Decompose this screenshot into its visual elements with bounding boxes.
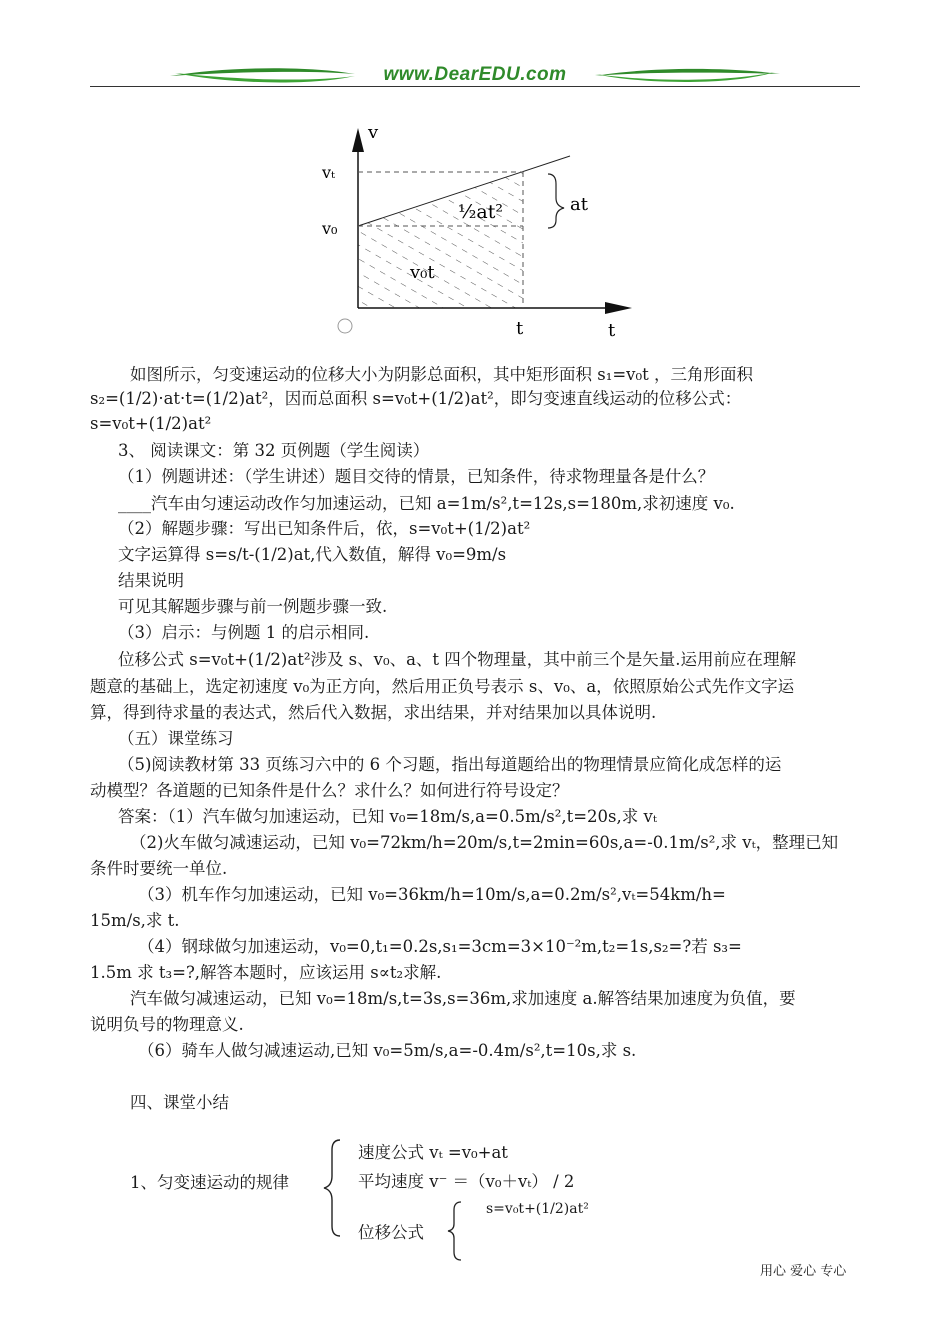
para-1c: s=v₀t+(1/2)at²: [90, 414, 212, 433]
summary-average-velocity: 平均速度 v⁻ ＝（v₀＋vₜ） / 2: [358, 1172, 575, 1191]
q2c-line: 结果说明: [118, 571, 184, 590]
displacement-brace: [446, 1200, 464, 1262]
answer-5b: 说明负号的物理意义.: [90, 1015, 244, 1034]
at-label: at: [570, 194, 588, 215]
q3-line: （3）启示：与例题 1 的启示相同.: [118, 623, 370, 642]
q2-line: （2）解题步骤：写出已知条件后，依，s=v₀t+(1/2)at²: [118, 519, 531, 538]
q1b-line: ____汽车由匀速运动改作匀加速运动，已知 a=1m/s²,t=12s,s=180m,求初速度 v₀.: [118, 494, 735, 513]
triangle-area-label: ½at²: [458, 201, 503, 223]
e2-line: 动模型？各道题的已知条件是什么？求什么？如何进行符号设定？: [90, 781, 569, 800]
q2b-line: 文字运算得 s=s/t-(1/2)at,代入数值，解得 v₀=9m/s: [118, 545, 507, 564]
section-3-heading: 3、 阅读课文：第 32 页例题（学生阅读）: [118, 441, 430, 460]
answer-3: （3）机车作匀加速运动，已知 v₀=36km/h=10m/s,a=0.2m/s²,vₜ=54km/h=: [138, 885, 726, 904]
velocity-time-diagram: [322, 118, 640, 346]
e1-line: （5)阅读教材第 33 页练习六中的 6 个习题，指出每道题给出的物理情景应简化成怎样的运: [118, 755, 782, 774]
vt-label: vₜ: [322, 163, 335, 182]
section-5-heading: （五）课堂练习: [118, 729, 234, 748]
answer-3b: 15m/s,求 t.: [90, 911, 180, 930]
v-axis-arrow: [352, 128, 364, 152]
at-brace: [548, 174, 564, 228]
rect-area-label: v₀t: [410, 262, 435, 283]
r2-line: 题意的基础上，选定初速度 v₀为正方向，然后用正负号表示 s、v₀、a，依照原始公式先作文字运: [90, 677, 795, 696]
v0-label: v₀: [322, 219, 338, 238]
summary-displacement-formula: s=v₀t+(1/2)at²: [486, 1201, 589, 1217]
q1-line: （1）例题讲述：（学生讲述）题目交待的情景，已知条件，待求物理量各是什么？: [118, 467, 715, 486]
summary-brace: [322, 1138, 344, 1238]
axis-v-label: v: [368, 122, 379, 143]
summary-velocity-formula: 速度公式 vₜ =v₀+at: [358, 1143, 508, 1162]
section-4-heading: 四、课堂小结: [130, 1093, 229, 1112]
header-rule: [90, 86, 860, 87]
para-1b: s₂=(1/2)·at·t=(1/2)at²，因而总面积 s=v₀t+(1/2)at²，即匀变速直线运动的位移公式：: [90, 389, 742, 408]
r3-line: 算，得到待求量的表达式，然后代入数据，求出结果，并对结果加以具体说明.: [90, 703, 657, 722]
answer-6: （6）骑车人做匀减速运动,已知 v₀=5m/s,a=-0.4m/s²,t=10s,求 s.: [138, 1041, 637, 1060]
footer-text: 用心 爱心 专心: [760, 1264, 847, 1279]
r1-line: 位移公式 s=v₀t+(1/2)at²涉及 s、v₀、a、t 四个物理量，其中前三个是矢量.运用前应在理解: [118, 650, 797, 669]
answer-2: （2)火车做匀减速运动，已知 v₀=72km/h=20m/s,t=2min=60s,a=-0.1m/s²,求 vₜ，整理已知: [130, 833, 839, 852]
answer-1: 答案：（1）汽车做匀加速运动，已知 v₀=18m/s,a=0.5m/s²,t=20s,求 vₜ: [118, 807, 657, 826]
summary-displacement-label: 位移公式: [358, 1223, 424, 1242]
origin-circle: [338, 319, 352, 333]
axis-t-label: t: [608, 320, 616, 341]
summary-label: 1、匀变速运动的规律: [130, 1173, 289, 1192]
q2d-line: 可见其解题步骤与前一例题步骤一致.: [118, 597, 388, 616]
t-tick-label: t: [516, 318, 524, 339]
header-logo-text: www.DearEDU.com: [383, 64, 567, 85]
t-axis-arrow: [605, 302, 632, 314]
answer-4b: 1.5m 求 t₃=?,解答本题时，应该运用 s∝t₂求解.: [90, 963, 442, 982]
hatched-area: [358, 172, 523, 308]
answer-5: 汽车做匀减速运动，已知 v₀=18m/s,t=3s,s=36m,求加速度 a.解答结果加速度为负值，要: [130, 989, 796, 1008]
answer-4: （4）钢球做匀加速运动，v₀=0,t₁=0.2s,s₁=3cm=3×10⁻²m,t₂=1s,s₂=?若 s₃=: [138, 937, 742, 956]
para-1a: 如图所示，匀变速运动的位移大小为阴影总面积，其中矩形面积 s₁=v₀t ，三角形面积: [130, 365, 753, 384]
answer-2b: 条件时要统一单位.: [90, 859, 228, 878]
